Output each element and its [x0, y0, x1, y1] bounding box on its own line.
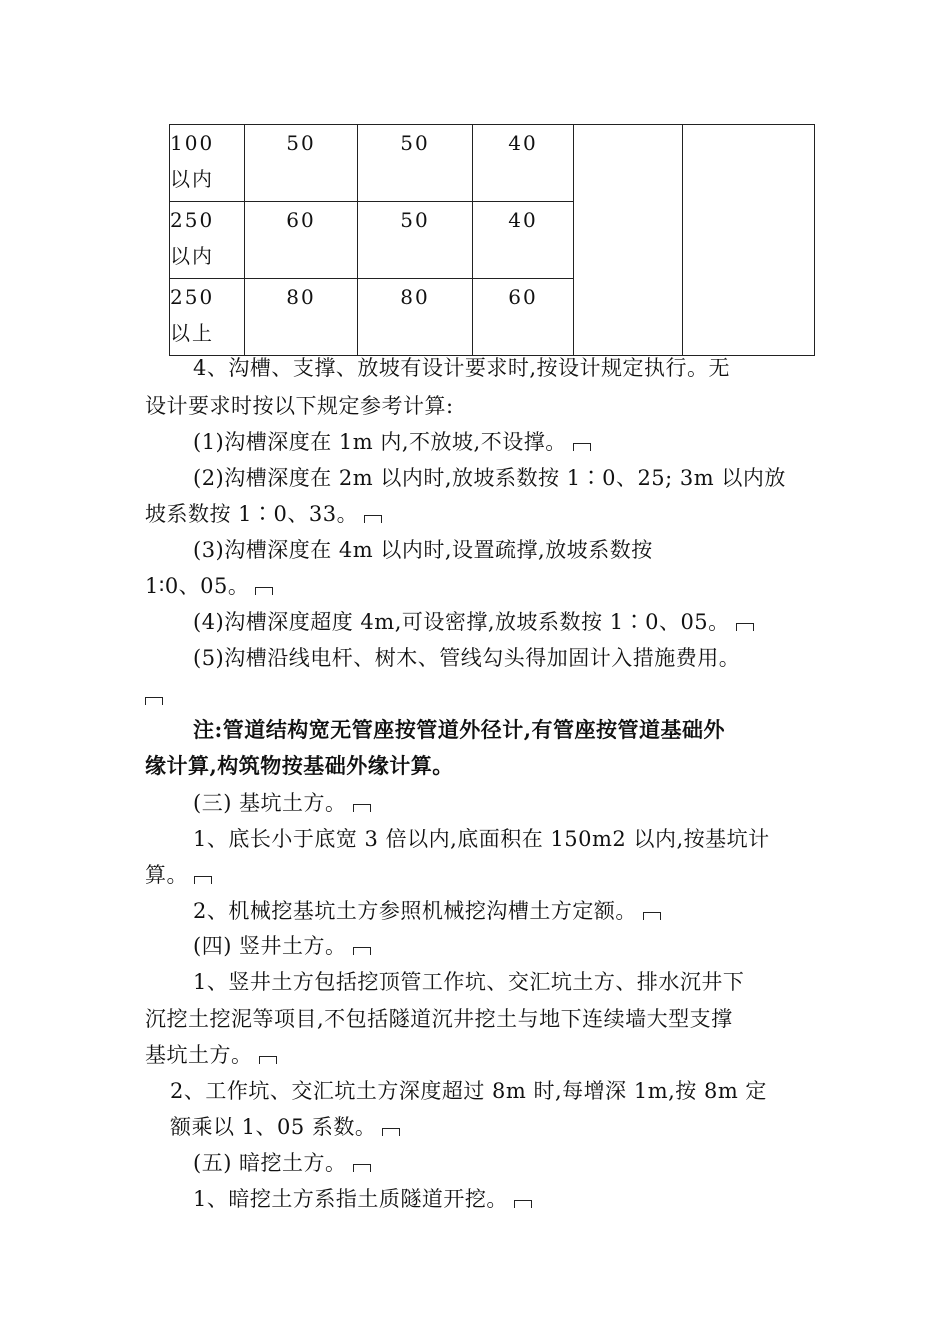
paragraph-mark-icon — [736, 623, 754, 631]
paragraph-mark-icon — [364, 515, 382, 523]
paragraph-line: 2、工作坑、交汇坑土方深度超过 8m 时,每增深 1m,按 8m 定 — [170, 1079, 767, 1103]
table-row — [170, 125, 815, 202]
paragraph-mark-icon — [353, 947, 371, 955]
list-item: 1∶0、05。 — [145, 568, 273, 604]
table-cell: 250 以上 — [170, 279, 245, 356]
paragraph-line: 1、暗挖土方系指土质隧道开挖。 — [193, 1181, 532, 1217]
paragraph-mark-icon — [382, 1128, 400, 1136]
list-item: 坡系数按 1∶0、33。 — [145, 496, 382, 532]
paragraph-line: 4、沟槽、支撑、放坡有设计要求时,按设计规定执行。无 — [193, 356, 731, 380]
paragraph-line — [145, 678, 163, 714]
section-heading: (三) 基坑土方。 — [193, 785, 371, 821]
paragraph-line: 算。 — [145, 857, 212, 893]
table-cell: 50 — [358, 125, 473, 202]
section-heading: (五) 暗挖土方。 — [193, 1145, 371, 1181]
paragraph-line: 设计要求时按以下规定参考计算: — [145, 394, 454, 418]
paragraph-mark-icon — [259, 1056, 277, 1064]
table-cell: 50 — [358, 202, 473, 279]
paragraph-mark-icon — [643, 912, 661, 920]
slope-table — [169, 124, 815, 356]
paragraph-mark-icon — [255, 587, 273, 595]
paragraph-mark-icon — [353, 804, 371, 812]
table-cell: 80 — [245, 279, 358, 356]
paragraph-mark-icon — [573, 443, 591, 451]
table-cell: 40 — [473, 125, 574, 202]
note-line: 注:管道结构宽无管座按管道外径计,有管座按管道基础外 — [193, 717, 726, 742]
table-cell-empty — [683, 125, 815, 356]
paragraph-line: 基坑土方。 — [145, 1037, 277, 1073]
paragraph-line: 2、机械挖基坑土方参照机械挖沟槽土方定额。 — [193, 893, 661, 929]
note-line: 缘计算,构筑物按基础外缘计算。 — [145, 753, 454, 778]
table-cell: 100 以内 — [170, 125, 245, 202]
list-item: (5)沟槽沿线电杆、树木、管线勾头得加固计入措施费用。 — [193, 646, 741, 670]
paragraph-mark-icon — [514, 1200, 532, 1208]
list-item: (1)沟槽深度在 1m 内,不放坡,不设撑。 — [193, 424, 591, 460]
list-item: (3)沟槽深度在 4m 以内时,设置疏撑,放坡系数按 — [193, 538, 653, 562]
paragraph-line: 沉挖土挖泥等项目,不包括隧道沉井挖土与地下连续墙大型支撑 — [145, 1007, 733, 1031]
table-cell: 80 — [358, 279, 473, 356]
list-item: (2)沟槽深度在 2m 以内时,放坡系数按 1∶0、25; 3m 以内放 — [193, 466, 786, 490]
table-cell: 40 — [473, 202, 574, 279]
table-cell: 250 以内 — [170, 202, 245, 279]
paragraph-line: 1、竖井土方包括挖顶管工作坑、交汇坑土方、排水沉井下 — [193, 970, 745, 994]
paragraph-mark-icon — [145, 697, 163, 705]
paragraph-line: 1、底长小于底宽 3 倍以内,底面积在 150m2 以内,按基坑计 — [193, 827, 770, 851]
paragraph-mark-icon — [353, 1164, 371, 1172]
paragraph-line: 额乘以 1、05 系数。 — [170, 1109, 400, 1145]
table-cell-empty — [574, 125, 683, 356]
paragraph-mark-icon — [194, 876, 212, 884]
table-cell: 60 — [473, 279, 574, 356]
list-item: (4)沟槽深度超度 4m,可设密撑,放坡系数按 1∶0、05。 — [193, 604, 754, 640]
table-cell: 60 — [245, 202, 358, 279]
section-heading: (四) 竖井土方。 — [193, 928, 371, 964]
table-cell: 50 — [245, 125, 358, 202]
